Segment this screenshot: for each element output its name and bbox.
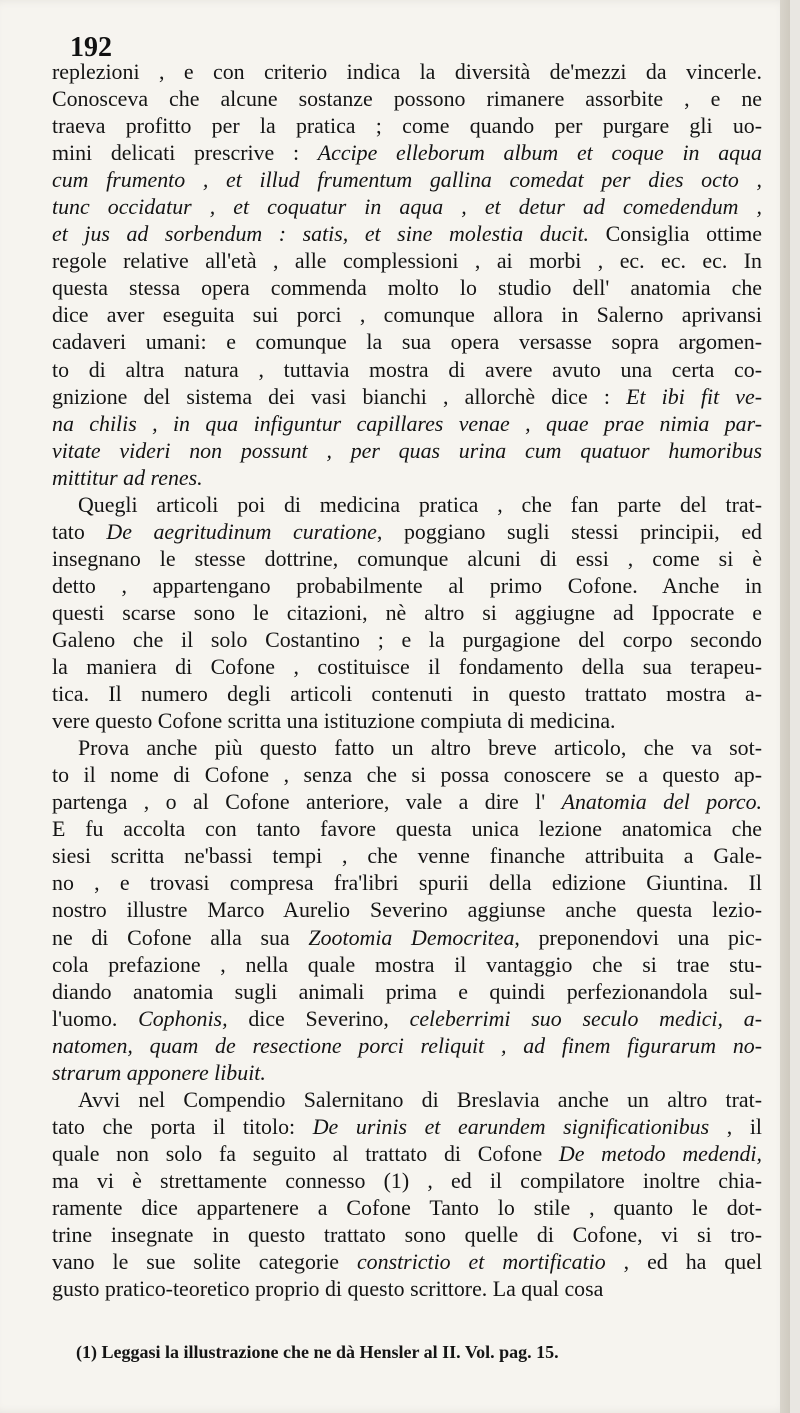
text-span: trine insegnate in questo trattato sono quelle di Cofone, vi si tro- xyxy=(52,1222,762,1248)
text-line xyxy=(52,85,762,112)
text-line xyxy=(52,1167,762,1194)
italic-text: strarum apponere libuit. xyxy=(52,1059,266,1085)
footnote: (1) Leggasi la illustrazione che ne dà Hensler al II. Vol. pag. 15. xyxy=(76,1342,559,1362)
text-span: gnizione del sistema dei vasi bianchi , allorchè dice : xyxy=(52,383,627,409)
text-line xyxy=(52,924,762,951)
text-line xyxy=(52,1032,762,1059)
text-line xyxy=(52,410,762,437)
italic-text: tunc occidatur , et coquatur in aqua , et detur ad comedendum , xyxy=(52,194,762,220)
text-line xyxy=(52,869,762,896)
paragraph xyxy=(52,491,762,734)
text-span: vere questo Cofone scritta una istituzione compiuta di medicina. xyxy=(52,708,616,734)
text-line xyxy=(52,1059,762,1086)
text-span: siesi scritta ne'bassi tempi , che venne finanche attribuita a Gale- xyxy=(52,843,762,869)
text-span: tica. Il numero degli articoli contenuti in questo trattato mostra a- xyxy=(52,681,762,707)
text-span: no , e trovasi compresa fra'libri spurii della edizione Giuntina. Il xyxy=(52,870,762,896)
text-line xyxy=(52,518,762,545)
italic-text: celeberrimi suo seculo medici, a- xyxy=(409,1005,762,1031)
text-span: , preponendovi una pic- xyxy=(514,924,762,950)
text-span: replezioni , e con criterio indica la diversità de'mezzi da vincerle. xyxy=(52,59,762,84)
italic-text: constrictio et mortificatio xyxy=(356,1249,606,1275)
text-span: detto , appartengano probabilmente al primo Cofone. Anche in xyxy=(52,572,762,598)
text-span: to di altra natura , tuttavia mostra di avere avuto una certa co- xyxy=(52,356,762,382)
italic-text: Accipe elleborum album et coque in aqua xyxy=(317,140,762,166)
text-line xyxy=(52,815,762,842)
text-line xyxy=(52,1248,762,1275)
italic-text: Et ibi fit ve- xyxy=(626,383,762,409)
text-span: tato xyxy=(52,518,107,544)
text-span: Prova anche più questo fatto un altro breve articolo, che va sot- xyxy=(78,735,762,761)
text-span: dice aver eseguita sui porci , comunque allora in Salerno aprivansi xyxy=(52,302,762,328)
text-line xyxy=(52,301,762,328)
text-line xyxy=(52,220,762,247)
text-line xyxy=(52,464,762,491)
text-span: partenga , o al Cofone anteriore, vale a dire l' xyxy=(52,789,562,815)
text-line xyxy=(52,247,762,274)
italic-text: et jus ad sorbendum : satis, et sine molestia ducit. xyxy=(52,221,590,247)
text-span: l'uomo. xyxy=(52,1005,139,1031)
text-line xyxy=(52,1005,762,1032)
italic-text: mittitur ad renes. xyxy=(52,464,203,490)
text-line xyxy=(52,1113,762,1140)
text-line xyxy=(52,761,762,788)
text-line xyxy=(52,842,762,869)
italic-text: Anatomia del porco. xyxy=(561,789,762,815)
text-span: quale non solo fa seguito al trattato di Cofone xyxy=(52,1140,559,1166)
text-line xyxy=(52,491,762,518)
text-span: Conosceva che alcune sostanze possono rimanere assorbite , e ne xyxy=(52,86,762,112)
text-span: ramente dice appartenere a Cofone Tanto lo stile , quanto le dot- xyxy=(52,1194,762,1220)
text-line xyxy=(52,139,762,166)
text-line xyxy=(52,193,762,220)
text-span: insegnano le stesse dottrine, comunque alcuni di essi , come si è xyxy=(52,545,762,571)
italic-text: natomen, quam de resectione porci reliquit , ad finem figurarum no- xyxy=(52,1032,762,1058)
text-line xyxy=(52,328,762,355)
text-span: gusto pratico-teoretico proprio di questo scrittore. La qual cosa xyxy=(52,1276,604,1302)
italic-text: De urinis et earundem significationibus xyxy=(312,1113,710,1139)
text-line xyxy=(52,383,762,410)
text-line xyxy=(52,734,762,761)
text-span: regole relative all'età , alle complessioni , ai morbi , ec. ec. ec. In xyxy=(52,248,762,274)
text-span: ma vi è strettamente connesso (1) , ed il compilatore inoltre chia- xyxy=(52,1167,762,1193)
text-line xyxy=(52,951,762,978)
text-line xyxy=(52,1140,762,1167)
text-line xyxy=(52,166,762,193)
text-span: cadaveri umani: e comunque la sua opera versasse sopra argomen- xyxy=(52,329,762,355)
text-span: nostro illustre Marco Aurelio Severino aggiunse anche questa lezio- xyxy=(52,897,762,923)
text-span: dice Severino, xyxy=(227,1005,410,1031)
text-line xyxy=(52,58,762,85)
text-line xyxy=(52,626,762,653)
text-line xyxy=(52,274,762,301)
paragraph xyxy=(52,58,762,491)
italic-text: Cophonis, xyxy=(138,1005,228,1031)
text-span: E fu accolta con tanto favore questa unica lezione anatomica che xyxy=(52,816,762,842)
text-span: tato che porta il titolo: xyxy=(52,1113,313,1139)
text-line xyxy=(52,1194,762,1221)
text-span: Consiglia ottime xyxy=(589,221,762,247)
text-span: ne di Cofone alla sua xyxy=(52,924,309,950)
paragraph xyxy=(52,1086,762,1302)
text-span: , il xyxy=(709,1113,762,1139)
text-line xyxy=(52,112,762,139)
text-span: , poggiano sugli stessi principii, ed xyxy=(376,518,762,544)
italic-text: Zootomia Democritea xyxy=(308,924,515,950)
text-line xyxy=(52,680,762,707)
italic-text: vitate videri non possunt , per quas urina cum quatuor humoribus xyxy=(52,437,762,463)
text-span: vano le sue solite categorie xyxy=(52,1249,357,1275)
text-line xyxy=(52,437,762,464)
text-line xyxy=(52,1086,762,1113)
text-span: traeva profitto per la pratica ; come quando per purgare gli uo- xyxy=(52,113,762,139)
text-line xyxy=(52,572,762,599)
text-span: Avvi nel Compendio Salernitano di Breslavia anche un altro trat- xyxy=(78,1086,762,1112)
text-line xyxy=(52,978,762,1005)
text-span: diando anatomia sugli animali prima e quindi perfezionandola sul- xyxy=(52,978,762,1004)
text-span: mini delicati prescrive : xyxy=(52,140,318,166)
paragraph xyxy=(52,734,762,1086)
italic-text: cum frumento , et illud frumentum gallina comedat per dies octo , xyxy=(52,167,762,193)
text-line xyxy=(52,788,762,815)
text-line xyxy=(52,896,762,923)
text-span: questi scarse sono le citazioni, nè altro si aggiugne ad Ippocrate e xyxy=(52,599,762,625)
text-span: cola prefazione , nella quale mostra il vantaggio che si trae stu- xyxy=(52,951,762,977)
text-span: questa stessa opera commenda molto lo studio dell' anatomia che xyxy=(52,275,762,301)
text-span: Galeno che il solo Costantino ; e la purgagione del corpo secondo xyxy=(52,626,762,652)
binding-edge xyxy=(780,0,790,1413)
text-line xyxy=(52,1221,762,1248)
text-line xyxy=(52,599,762,626)
text-span: Quegli articoli poi di medicina pratica , che fan parte del trat- xyxy=(78,491,762,517)
text-line xyxy=(52,356,762,383)
italic-text: De aegritudinum curatione xyxy=(106,518,377,544)
text-span: to il nome di Cofone , senza che si possa conoscere se a questo ap- xyxy=(52,762,762,788)
italic-text: na chilis , in qua infiguntur capillares venae , quae prae nimia par- xyxy=(52,410,762,436)
text-line xyxy=(52,1275,762,1302)
text-line xyxy=(52,545,762,572)
body-text xyxy=(52,58,762,1302)
text-span: , ed ha quel xyxy=(605,1249,762,1275)
page-number: 192 xyxy=(70,32,112,63)
italic-text: De metodo medendi, xyxy=(558,1140,762,1166)
text-line xyxy=(52,653,762,680)
text-span: la maniera di Cofone , costituisce il fondamento della sua terapeu- xyxy=(52,654,762,680)
text-line xyxy=(52,707,762,734)
